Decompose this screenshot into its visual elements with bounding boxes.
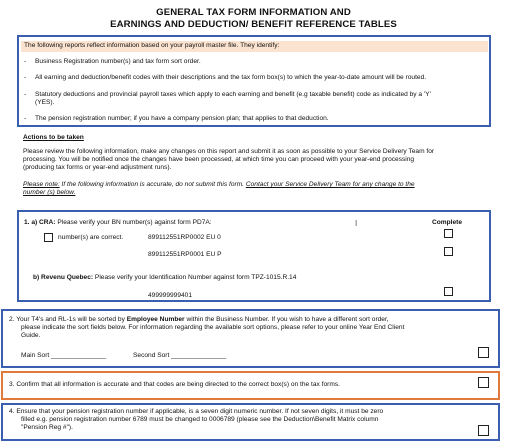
- complete-label: Complete: [432, 219, 463, 226]
- actions-heading: Actions to be taken: [23, 134, 84, 141]
- item1-a-text: Please verify your BN number(s) against form PD7A:: [55, 219, 212, 226]
- intro-bullet-4: The pension registration number; if you have a company pension plan; that applies to that deduction.: [35, 115, 329, 122]
- bn-number-1: 899112551RP0002 EU 0: [148, 234, 221, 241]
- note-text: If the following information is accurate, do not submit this form.: [59, 181, 245, 188]
- intro-bullet-3: Statutory deductions and provincial payroll taxes which apply to each earning and benefit (e.g taxable benefit) code as indicated by a 'Y': [35, 91, 431, 98]
- bullet-mark: -: [24, 58, 27, 65]
- item1-b-text: Please verify your Identification Number against form TPZ-1015.R.14: [93, 274, 297, 281]
- text-cursor-icon: I: [355, 219, 358, 228]
- actions-para-3: (producing tax forms or year-end adjustment runs).: [23, 164, 172, 171]
- item3-complete-checkbox[interactable]: [478, 377, 489, 388]
- rq-number: 499999999401: [148, 292, 193, 299]
- item1-b-label: b) Revenu Quebec:: [33, 274, 94, 281]
- bn-number-2: 899112551RP0001 EU P: [148, 251, 222, 258]
- item4-complete-checkbox[interactable]: [478, 425, 489, 436]
- item4-line-3: "Pension Reg #").: [21, 424, 73, 431]
- bullet-mark: -: [24, 91, 27, 98]
- page-title-line-1: GENERAL TAX FORM INFORMATION AND: [156, 7, 351, 18]
- second-sort-field[interactable]: Second Sort _______________: [133, 352, 227, 359]
- actions-para-2: processing. You will be notified once the changes have been processed, at which time you can proceed with your year-end processing: [23, 156, 415, 163]
- item3-text: 3. Confirm that all information is accurate and that codes are being directed to the correct box(s) on the tax forms.: [9, 381, 340, 388]
- note-label: Please note:: [23, 181, 60, 188]
- bullet-mark: -: [24, 74, 27, 81]
- item2-line-2: please indicate the sort fields below. For information regarding the available sort options, please refer to your online Year End Client: [21, 324, 405, 331]
- actions-note: [23, 181, 415, 190]
- bullet-mark: -: [24, 115, 27, 122]
- bn-correct-checkbox[interactable]: [44, 233, 53, 242]
- note-link-cont[interactable]: number (s) below.: [23, 189, 76, 196]
- item1-a-complete-checkbox[interactable]: [444, 229, 453, 238]
- intro-bullet-2: All earning and deduction/benefit codes with their descriptions and the tax form box(s) to which the year-to-date amount will be routed.: [35, 74, 427, 81]
- intro-bullet-1: Business Registration number(s) and tax form sort order.: [35, 58, 201, 65]
- item1-b: [33, 274, 296, 283]
- item1-a-label: 1. a) CRA:: [24, 219, 56, 226]
- actions-para-1: Please review the following information, make any changes on this report and submit it as soon as possible to your Service Delivery Team for: [23, 148, 435, 155]
- item2-line1-bold: Employee Number: [126, 316, 185, 323]
- item2-line1-pre: 2. Your T4's and RL-1s will be sorted by: [9, 316, 127, 323]
- main-sort-field[interactable]: Main Sort _______________: [21, 352, 107, 359]
- item1-a: [24, 219, 212, 228]
- bn-correct-label: number(s) are correct.: [58, 234, 124, 241]
- item2-complete-checkbox[interactable]: [478, 347, 489, 358]
- item1-a-complete-checkbox-2[interactable]: [444, 247, 453, 256]
- item4-line-2: filled e.g. pension registration number 6789 must be changed to 0006789 (please see the Deduction\Benefit Matrix column: [21, 416, 379, 423]
- item2-line-3: Guide.: [21, 332, 41, 339]
- item2-line1-post: within the Business Number. If you wish to have a different sort order,: [184, 316, 389, 323]
- intro-bullet-3-cont: (YES).: [35, 99, 55, 106]
- item4-line-1: 4. Ensure that your pension registration number if applicable, is a seven digit numeric number. If not seven digits, it must be zero: [9, 408, 384, 415]
- page-title-line-2: EARNINGS AND DEDUCTION/ BENEFIT REFERENCE TABLES: [110, 19, 397, 30]
- item1-b-complete-checkbox[interactable]: [444, 287, 453, 296]
- note-link[interactable]: Contact your Service Delivery Team for any change to the: [245, 181, 415, 188]
- intro-lead: The following reports reflect information based on your payroll master file. They identify:: [24, 42, 280, 49]
